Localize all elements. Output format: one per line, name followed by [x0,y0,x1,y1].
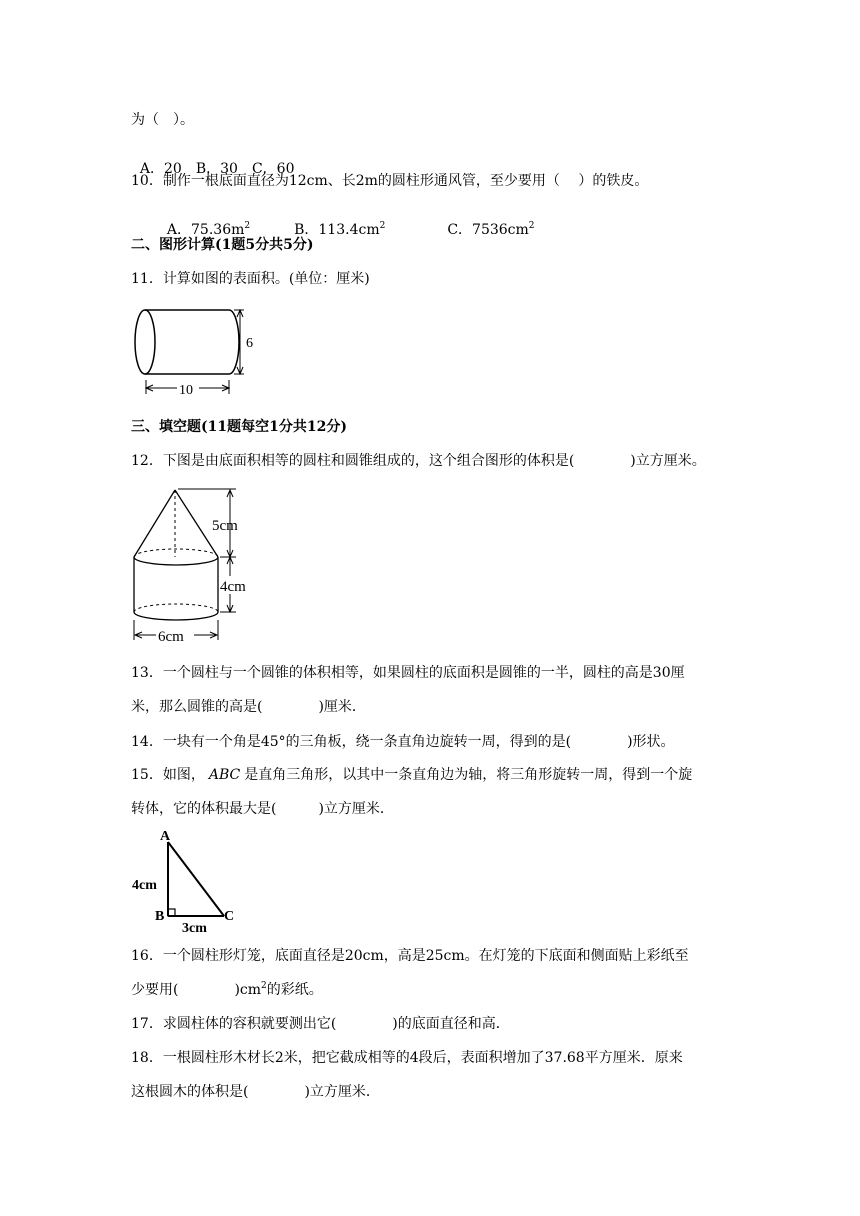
q9-continuation: 为（ ）。 [131,112,194,128]
cylinder-figure [128,302,268,400]
side-ab-label: 4cm [132,878,157,893]
cone-cylinder-figure [126,484,266,644]
q9-option-a: A．20 [139,161,182,177]
vertex-b-label: B [155,909,165,924]
q13-line1: 13．一个圆柱与一个圆锥的体积相等，如果圆柱的底面积是圆锥的一半，圆柱的高是30厘 [131,665,685,681]
q16-line1: 16．一个圆柱形灯笼，底面直径是20cm，高是25cm。在灯笼的下底面和侧面贴上彩纸至 [131,948,689,964]
vertex-a-label: A [160,829,171,844]
diameter-label: 6cm [158,629,184,644]
q10-option-c: C．$7536cm^2$ [447,221,535,238]
q18-line2: 这根圆木的体积是( )立方厘米． [131,1084,380,1100]
q11-text: 11．计算如图的表面积。(单位：厘米) [131,271,370,287]
triangle-figure [131,828,241,934]
q12-text: 12．下图是由底面积相等的圆柱和圆锥组成的，这个组合图形的体积是( )立方厘米。 [131,453,706,469]
q15-line2: 转体，它的体积最大是( )立方厘米． [131,801,394,817]
cone-height-label: 5cm [212,518,238,534]
q17-text: 17．求圆柱体的容积就要测出它( )的底面直径和高． [131,1016,510,1032]
q9-option-b: B．30 [195,161,238,177]
cylinder-length-label: 10 [179,383,193,398]
q9-option-c: C．60 [251,161,295,177]
q15-line1: 15．如图， ABC 是直角三角形，以其中一条直角边为轴，将三角形旋转一周，得到一个旋 [131,767,693,783]
side-bc-label: 3cm [182,921,207,934]
q13-line2: 米，那么圆锥的高是( )厘米． [131,699,366,715]
q10-option-a: A．$75.36m^2$ [166,221,251,238]
q10-text: 10．制作一根底面直径为12cm、长2m的圆柱形通风管，至少要用（ ）的铁皮。 [131,173,649,189]
cylinder-height-label-2: 4cm [220,579,246,595]
section-2-heading: 二、图形计算(1题5分共5分) [131,237,314,253]
vertex-c-label: C [224,909,235,924]
q16-line2: 少要用( )$cm^2$的彩纸。 [131,981,323,998]
q10-option-b: B．$113.4cm^2$ [294,221,386,238]
q18-line1: 18．一根圆柱形木材长2米，把它截成相等的4段后，表面积增加了37.68平方厘米．原来 [131,1050,683,1066]
q14-text: 14．一块有一个角是45°的三角板，绕一条直角边旋转一周，得到的是( )形状。 [131,734,675,750]
section-3-heading: 三、填空题(11题每空1分共12分) [131,419,347,435]
cylinder-height-label: 6 [246,336,253,351]
q10-options [158,203,535,239]
